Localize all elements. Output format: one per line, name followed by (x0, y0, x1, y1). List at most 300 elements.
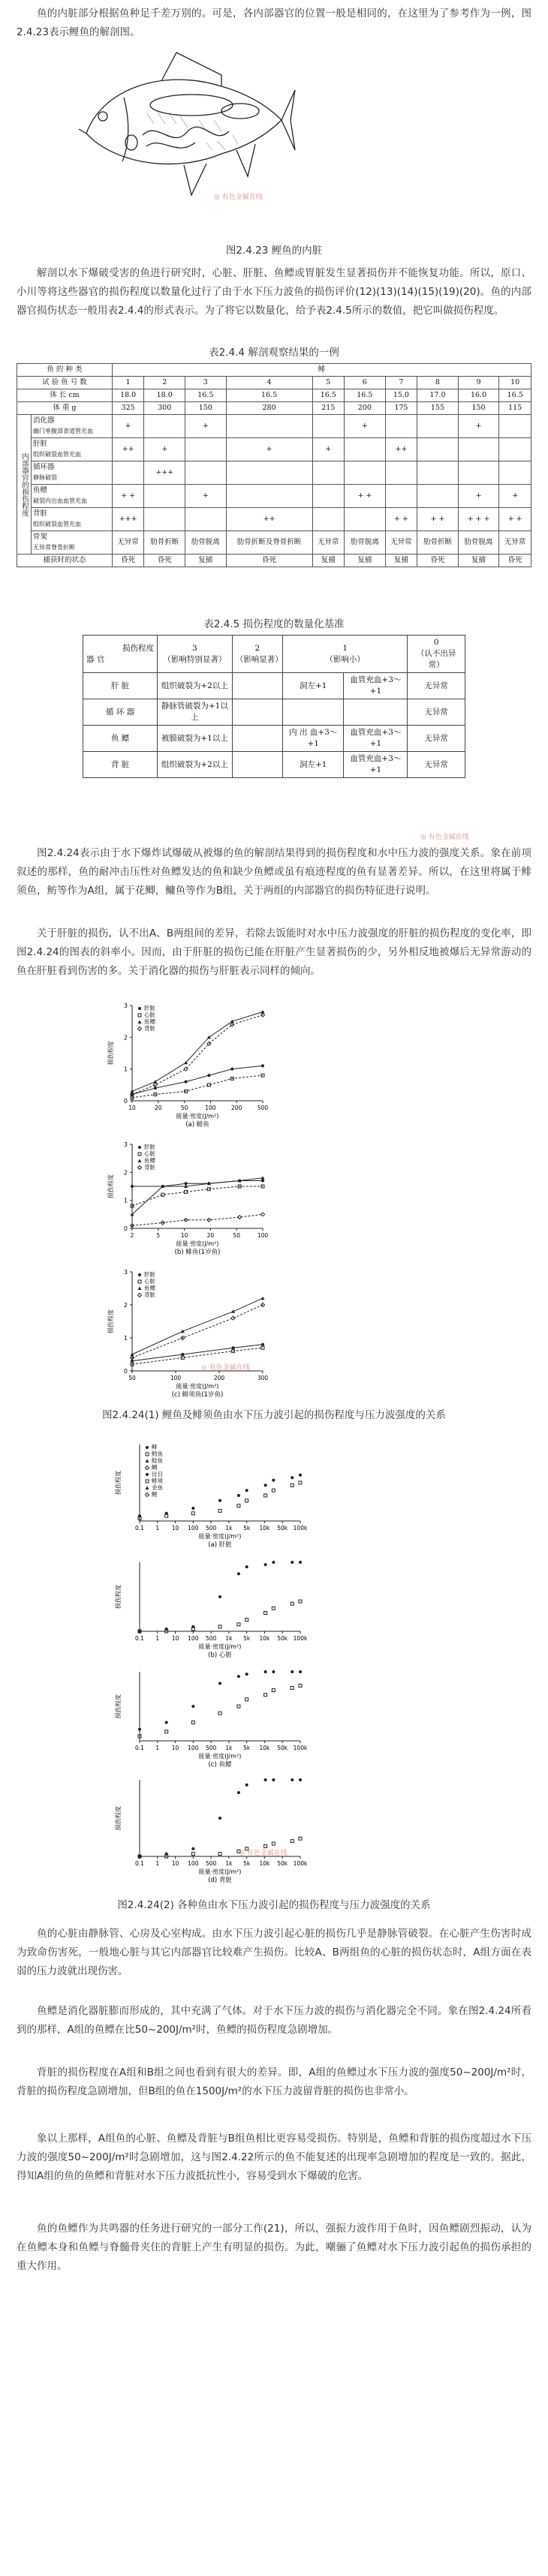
organ-damage-cell: + (458, 485, 499, 508)
data-point (272, 1561, 275, 1564)
x-tick-label: 500 (205, 1745, 217, 1751)
organ-damage-cell: + + (345, 485, 386, 508)
col-head-1: 1 （影响小） (283, 636, 408, 673)
data-point (291, 1670, 294, 1673)
x-tick-label: 100 (188, 1525, 199, 1531)
series-line (132, 1066, 263, 1094)
data-point (261, 1297, 265, 1300)
data-point (218, 1712, 221, 1715)
data-point (264, 1670, 267, 1673)
legend-label: 心脏 (144, 1278, 155, 1285)
capture-state-cell: 昏死 (144, 555, 185, 567)
quantification-row (83, 752, 465, 778)
data-point (237, 1572, 240, 1575)
data-point (191, 1507, 194, 1510)
x-tick-label: 1k (225, 1860, 233, 1867)
x-tick-label: 1k (225, 1745, 233, 1751)
fish-kind-label: 鱼 的 种 类 (17, 364, 113, 377)
legend-label: 肝脏 (144, 1005, 155, 1011)
capture-state-cell: 昏死 (112, 555, 144, 567)
capture-state-cell: 复捕 (345, 555, 386, 567)
length-label: 体 长 cm (17, 389, 113, 402)
chart-e (113, 1555, 308, 1660)
data-point (218, 1509, 221, 1512)
fish-number: 3 (185, 377, 227, 389)
paragraph-damage-evaluation (17, 264, 531, 320)
data-point (218, 1595, 221, 1598)
x-axis-label: 能量·密度(J/m²) (198, 1868, 242, 1875)
organ-damage-cell (417, 415, 459, 438)
x-tick-label: 300 (257, 1375, 269, 1381)
data-point (230, 1068, 233, 1071)
quantification-cell-c1 (283, 699, 344, 726)
x-axis-label: 能量·密度(J/m²) (198, 1753, 242, 1760)
data-point (131, 1185, 134, 1188)
organ-rows (17, 415, 531, 555)
data-point (231, 1316, 235, 1320)
quantification-cell-c1b: 血管充血+3～+1 (344, 752, 408, 778)
legend-label: 比目 (152, 1471, 163, 1477)
series-line (132, 1181, 263, 1186)
x-tick-label: 0.1 (135, 1745, 144, 1751)
x-tick-label: 2 (130, 1232, 134, 1239)
y-axis-label: 损伤程度 (115, 1806, 122, 1830)
y-tick-label: 3 (123, 1002, 128, 1009)
length-cell: 16.0 (458, 389, 499, 402)
quantification-cell-c2 (232, 752, 282, 778)
organ-damage-cell: 无异常 (112, 531, 144, 555)
data-point (245, 1499, 248, 1502)
organ-damage-cell (185, 508, 227, 531)
organ-damage-cell: + + (385, 508, 417, 531)
y-tick-label: 1 (123, 1335, 128, 1342)
organ-damage-cell (417, 461, 459, 485)
organ-damage-cell (499, 415, 531, 438)
organ-damage-cell: ++ (112, 438, 144, 461)
organ-damage-cell (112, 461, 144, 485)
x-tick-label: 20 (206, 1232, 215, 1239)
fish-number: 9 (458, 377, 499, 389)
chart-title: (d) 背脏 (208, 1877, 232, 1884)
chart-g (113, 1772, 308, 1885)
data-point (264, 1694, 267, 1697)
legend-label: 心脏 (144, 1011, 155, 1018)
legend-marker (146, 1493, 149, 1497)
legend-marker (146, 1486, 149, 1490)
data-point (153, 1083, 157, 1087)
table-2-4-5-caption: 表2.4.5 损伤程度的数量化基准 (203, 618, 345, 630)
y-axis-label: 损伤程度 (107, 1309, 114, 1333)
organ-damage-cell: + (185, 485, 227, 508)
x-axis-label: 能量·密度(J/m²) (176, 1383, 219, 1390)
data-point (264, 1844, 267, 1847)
corner-top: 损伤程度 (122, 643, 154, 653)
weight-cell: 280 (226, 402, 312, 415)
y-axis-label: 损伤程度 (115, 1585, 122, 1609)
quantification-cell-c1b: 血管充血+3～+1 (344, 673, 408, 699)
quantification-cell-c2 (232, 673, 282, 699)
organ-damage-cell: 肋骨脱离 (345, 531, 386, 555)
x-tick-label: 50 (233, 1232, 240, 1239)
organ-row (17, 531, 531, 555)
legend-label: 鲶鱼 (152, 1457, 163, 1464)
data-point (218, 1682, 221, 1685)
fish-number: 4 (226, 377, 312, 389)
paragraph-damage-evaluation-text: 解剖以水下爆破受害的鱼进行研究时，心脏、肝脏、鱼鳔或胃脏发生显著损伤并不能恢复功能。所以，原口、小川等将这些器官的损伤程度以数量化过行了由于水下压力波鱼的损伤评价(12)(13)(14)(15)(19)(20)。鱼的内部器官损伤状态一般用表2.4.4的形式表示。为了将它以数量化，给予表2.4.5所示的数值，把它叫做损伤程度。 (17, 267, 531, 317)
organ-group-label: 内部器官的损伤程度 (17, 415, 32, 555)
x-tick-label: 0.1 (135, 1525, 144, 1531)
x-tick-label: 200 (231, 1105, 242, 1111)
length-cell: 16.5 (345, 389, 386, 402)
length-cell: 17.0 (417, 389, 459, 402)
col-head-2: 2 （影响显著） (232, 636, 282, 673)
data-point (237, 1494, 240, 1497)
table-watermark-text: ◎ 有色金属在线 (420, 834, 469, 841)
y-tick-label: 2 (123, 1034, 128, 1042)
organ-damage-cell (312, 415, 345, 438)
weight-cell: 300 (144, 402, 185, 415)
data-point (261, 1064, 264, 1067)
organ-damage-cell (345, 438, 386, 461)
data-point (181, 1353, 184, 1356)
chart-d (113, 1437, 308, 1550)
quantification-row (83, 673, 465, 699)
x-tick-label: 500 (205, 1525, 217, 1531)
legend-marker (138, 1287, 142, 1291)
legend-label: 鲤 (152, 1491, 158, 1498)
data-point (291, 1476, 294, 1479)
quantification-cell-c0: 无异常 (408, 673, 465, 699)
data-point (272, 1689, 275, 1692)
data-point (291, 1561, 294, 1564)
data-point (264, 1611, 267, 1614)
x-axis-label: 能量·密度(J/m²) (176, 1113, 219, 1120)
y-axis-label: 损伤程度 (107, 1041, 114, 1066)
x-tick-label: 50k (277, 1860, 288, 1867)
legend-marker (138, 1146, 141, 1149)
series-line (132, 1305, 263, 1357)
chart-c (105, 1264, 270, 1399)
data-point (261, 1343, 264, 1346)
organ-damage-cell: + + + (458, 508, 499, 531)
organ-damage-cell: + (345, 415, 386, 438)
x-tick-label: 5k (243, 1860, 251, 1867)
organ-row (17, 415, 531, 438)
x-tick-label: 50k (277, 1525, 288, 1531)
organ-name: 循环器 静脉破裂 (32, 461, 113, 485)
y-tick-label: 0 (123, 1098, 128, 1105)
watermark-text: ◎ 有色金属在线 (214, 194, 263, 201)
legend-label: 鱼鳔 (144, 1285, 155, 1291)
organ-damage-cell: 无异常 (499, 531, 531, 555)
organ-damage-cell: 肋骨脱离 (185, 531, 227, 555)
data-point (299, 1670, 302, 1673)
legend-marker (138, 1280, 141, 1283)
data-point (264, 1483, 267, 1486)
x-tick-label: 500 (205, 1860, 217, 1867)
fish-kind-value: 鲱 (112, 364, 531, 377)
data-point (299, 1684, 302, 1687)
organ-damage-cell (185, 438, 227, 461)
series-line (132, 1298, 263, 1354)
paragraph-swim-bladder: 鱼鳔是消化器脏膨而形成的，其中充满了气体。对于水下压力波的损伤与消化器完全不同。象在图2.4.24所看到的那样，A组的鱼鳔在比50~200J/m²时，鱼鳔的损伤程度急剧增加。 (17, 2005, 531, 2036)
x-tick-label: 10k (259, 1745, 270, 1751)
figure-2-4-23-caption: 图2.4.23 鲤鱼的内脏 (225, 245, 323, 257)
x-tick-label: 5k (243, 1745, 251, 1751)
organ-damage-cell (144, 415, 185, 438)
x-tick-label: 10 (128, 1105, 136, 1111)
quantification-cell-c3: 组织破裂为+2以上 (158, 752, 233, 778)
data-point (299, 1481, 302, 1484)
data-point (191, 1853, 194, 1856)
x-axis-label: 能量·密度(J/m²) (198, 1643, 242, 1650)
x-tick-label: 10 (171, 1525, 179, 1531)
x-tick-label: 0.1 (135, 1860, 144, 1867)
x-tick-label: 100k (293, 1525, 308, 1531)
x-tick-label: 200 (213, 1375, 225, 1381)
data-point (299, 1474, 302, 1477)
legend-marker (146, 1459, 149, 1463)
organ-damage-cell: 肋骨脱离 (458, 531, 499, 555)
data-point (299, 1837, 302, 1840)
x-tick-label: 5k (243, 1525, 251, 1531)
data-point (237, 1675, 240, 1678)
organ-damage-cell: + + (112, 485, 144, 508)
legend-label: 背脏 (144, 1291, 155, 1298)
legend-label: 鱼鳔 (144, 1157, 155, 1164)
x-tick-label: 0.1 (135, 1635, 144, 1642)
legend-label: 背脏 (144, 1164, 155, 1171)
organ-damage-cell: + (499, 485, 531, 508)
corner-header (83, 636, 158, 673)
length-cell: 16.5 (226, 389, 312, 402)
organ-damage-cell (417, 485, 459, 508)
data-point (291, 1483, 294, 1486)
length-cell: 16.5 (499, 389, 531, 402)
capture-state-cell: 复捕 (312, 555, 345, 567)
x-tick-label: 50 (128, 1375, 136, 1381)
organ-damage-cell: +++ (144, 461, 185, 485)
quantification-cell-organ: 肝 脏 (83, 673, 158, 699)
x-tick-label: 50k (277, 1745, 288, 1751)
legend-marker (138, 1153, 141, 1156)
col-head-3: 3 （影响特别显著） (158, 636, 233, 673)
organ-name: 鱼鳔 破裂内出血血管充血 (32, 485, 113, 508)
legend-marker (146, 1446, 149, 1449)
legend-marker (138, 1166, 142, 1170)
chart-title: (b) 鲱鱼(1岁鱼) (174, 1249, 221, 1256)
quantification-row (83, 699, 465, 726)
organ-damage-cell: 无异常 (312, 531, 345, 555)
chart-title: (a) 肝脏 (208, 1541, 232, 1549)
data-point (165, 1721, 168, 1724)
data-point (245, 1673, 248, 1676)
fish-number: 5 (312, 377, 345, 389)
data-point (232, 1346, 235, 1349)
legend-label: 鲱 (152, 1444, 158, 1450)
data-point (299, 1778, 302, 1781)
organ-damage-cell (226, 485, 312, 508)
organ-damage-cell: + (312, 438, 345, 461)
data-point (138, 1855, 141, 1858)
x-tick-label: 50k (277, 1635, 288, 1642)
data-point (264, 1494, 267, 1497)
data-point (291, 1778, 294, 1781)
weight-cell: 155 (417, 402, 459, 415)
organ-row (17, 485, 531, 508)
damage-quantification-table (83, 635, 465, 778)
weight-cell: 200 (345, 402, 386, 415)
chart-f (113, 1664, 308, 1769)
weight-cell: 175 (385, 402, 417, 415)
organ-damage-cell (312, 485, 345, 508)
organ-damage-cell: + (458, 415, 499, 438)
table-2-4-4-caption: 表2.4.4 解剖观察结果的一例 (209, 347, 339, 359)
legend-marker (138, 1159, 142, 1163)
data-point (207, 1036, 211, 1039)
x-tick-label: 100 (188, 1745, 199, 1751)
y-axis-label: 损伤程度 (107, 1174, 114, 1198)
quantification-cell-c3: 被膜破裂为+1以上 (158, 726, 233, 752)
chart-title: (c) 鲱须鱼(1岁鱼) (171, 1391, 224, 1399)
quantification-cell-c3: 组织破裂为+2以上 (158, 673, 233, 699)
quantification-cell-c3: 静脉管破裂为+1以上 (158, 699, 233, 726)
y-tick-label: 2 (123, 1302, 128, 1309)
x-tick-label: 10k (259, 1860, 270, 1867)
organ-damage-cell (312, 461, 345, 485)
chart-title: (b) 心脏 (208, 1652, 232, 1659)
fish-number: 7 (385, 377, 417, 389)
x-tick-label: 5k (243, 1635, 251, 1642)
organ-damage-cell: +++ (112, 508, 144, 531)
organ-damage-cell: 肋骨折断 (144, 531, 185, 555)
quantification-cell-organ: 鱼 鳔 (83, 726, 158, 752)
organ-damage-cell (185, 461, 227, 485)
data-point (272, 1607, 275, 1610)
legend-label: 鱼鳔 (144, 1018, 155, 1025)
chart-watermark: ◎ 有色金属在线 (239, 1850, 288, 1857)
paragraph-fig-2-4-24-intro: 图2.4.24表示由于水下爆炸试爆破从被爆的鱼的解剖结果得到的损伤程度和水中压力波的强度关系。象在前项叙述的那样，鱼的耐冲击压性对鱼鳔发达的鱼和缺少鱼鳔或虽有痕迹程度的鱼有显著差异。所以，在这里将属于鲱须鱼，鲂等作为A组，属于花鲫，鳙鱼等作为B组，关于两组的内部器官的损伤特征进行说明。 (17, 847, 531, 897)
figure-2-4-24-1-caption: 图2.4.24(1) 鲤鱼及鲱须鱼由水下压力波引起的损伤程度与压力波强度的关系 (102, 1409, 446, 1421)
paragraph-liver-damage: 关于肝脏的损伤，认不出A、B两组间的差异，若除去饭能时对水中压力波强度的肝脏的损伤程度的变化率，即图2.4.24的图表的斜率小。因而，由于肝脏的损伤已能在肝脏产生显著损伤的少，另外相反地被爆后无异常游动的鱼在肝脏看到伤害的多。关于消化器的损伤与肝脏表示同样的倾向。 (17, 927, 531, 977)
organ-damage-cell: + (112, 415, 144, 438)
data-point (272, 1489, 275, 1492)
data-point (272, 1479, 275, 1482)
x-tick-label: 100 (170, 1375, 182, 1381)
x-tick-label: 10 (171, 1860, 179, 1867)
quantification-cell-c1: 内 出 血+3～+1 (283, 726, 344, 752)
data-point (291, 1686, 294, 1689)
quantification-cell-c0: 无异常 (408, 726, 465, 752)
x-tick-label: 50 (180, 1105, 188, 1111)
organ-damage-cell: ++ (385, 438, 417, 461)
fish-number: 6 (345, 377, 386, 389)
col-head-0: 0 （认不出异常） (408, 636, 465, 673)
weight-cell: 150 (185, 402, 227, 415)
x-tick-label: 100k (293, 1745, 308, 1751)
organ-damage-cell (458, 438, 499, 461)
data-point (291, 1602, 294, 1605)
carp-anatomy-figure (71, 45, 297, 206)
data-point (261, 1213, 265, 1216)
organ-damage-cell (499, 438, 531, 461)
organ-damage-cell: + (226, 438, 312, 461)
data-point (237, 1504, 240, 1507)
fish-number: 8 (417, 377, 459, 389)
quantification-cell-c1b: 血管充血+3～+1 (344, 726, 408, 752)
data-point (237, 1791, 240, 1794)
x-axis-label: 能量·密度(J/m²) (176, 1240, 219, 1247)
data-point (191, 1705, 194, 1708)
organ-damage-cell (345, 508, 386, 531)
x-tick-label: 500 (205, 1635, 217, 1642)
length-cell: 18.0 (144, 389, 185, 402)
data-point (245, 1565, 248, 1568)
y-tick-label: 3 (123, 1269, 128, 1276)
x-tick-label: 500 (257, 1105, 269, 1111)
organ-damage-cell (499, 461, 531, 485)
chart-title: (a) 鲱鱼 (185, 1121, 209, 1129)
legend-label: 金鱼 (152, 1484, 163, 1491)
quantification-cell-c1: 洞左+1 (283, 673, 344, 699)
y-tick-label: 1 (123, 1066, 128, 1073)
organ-damage-cell: 肋骨折断 (417, 531, 459, 555)
legend-label: 肝脏 (144, 1271, 155, 1278)
x-tick-label: 100 (257, 1232, 269, 1239)
organ-damage-cell (385, 415, 417, 438)
x-tick-label: 10 (171, 1745, 179, 1751)
weight-label: 体 重 g (17, 402, 113, 415)
x-axis-label: 能量·密度(J/m²) (198, 1533, 242, 1540)
x-tick-label: 1k (225, 1635, 233, 1642)
series-line (132, 1214, 263, 1225)
legend-marker (138, 1020, 142, 1024)
paragraph-heart: 鱼的心脏由静脉管、心房及心室构成。由水下压力波引起心脏的损伤几乎是静脉管破裂。在心脏产生伤害时成为致命伤害死，一般地心脏与其它内部器官比较难产生损伤。比较A、B两组鱼的心脏的损伤状态时，A组方面在表弱的压力波就出现伤害。 (17, 1928, 531, 1977)
y-tick-label: 1 (123, 1197, 128, 1204)
length-cell: 18.0 (112, 389, 144, 402)
organ-name: 肝脏 组织破裂血管充血 (32, 438, 113, 461)
organ-damage-cell (458, 461, 499, 485)
organ-damage-cell (226, 415, 312, 438)
organ-damage-cell (385, 461, 417, 485)
paragraph-summary: 象以上那样，A组鱼的心脏、鱼鳔及背脏与B组鱼相比更容易受损伤。特别是，鱼鳔和背脏的损伤度超过水下压力波的强度50~200J/m²时急剧增加，这与图2.4.22所示的鱼不能复述的出现率急剧增加的程度是一致的。据此，得知A组的鱼的鱼鳔和背脏对水下压力波抵抗性小，容易受到水下爆破的危害。 (17, 2133, 531, 2182)
capture-state-cell: 复捕 (458, 555, 499, 567)
length-cell: 16.5 (312, 389, 345, 402)
quantification-cell-c0: 无异常 (408, 699, 465, 726)
capture-state-cell: 昏死 (499, 555, 531, 567)
chart-a (105, 998, 270, 1129)
x-tick-label: 10k (259, 1635, 270, 1642)
organ-damage-cell: + + (417, 508, 459, 531)
x-tick-label: 1 (155, 1860, 160, 1867)
organ-name: 骨架 无异常脊骨折断 (32, 531, 113, 555)
organ-name: 消化器 幽门垂腹部食道管充血 (32, 415, 113, 438)
data-point (237, 1623, 240, 1626)
quantification-row (83, 726, 465, 752)
intro-paragraph: 鱼的内脏部分根据鱼种足千差万别的。可是，各内部器官的位置一般是相同的，在这里为了参考作为一例，图2.4.23表示鲤鱼的解剖图。 (17, 8, 531, 38)
organ-damage-cell: 肋骨折断及脊骨折断 (226, 531, 312, 555)
weight-cell: 325 (112, 402, 144, 415)
paragraph-resonator: 鱼的鱼鳔作为共鸣器的任务进行研究的一部分工作(21)，所以，强振力波作用于鱼时，因鱼鳔剧烈振动，认为在鱼鳔本身和鱼鳔与脊髓骨夹住的背脏上产生有明显的损伤。为此，嘲骊了鱼鳔对水下压力波引起鱼的损伤承担的重大作用。 (17, 2223, 531, 2272)
legend-marker (138, 1014, 141, 1017)
data-point (218, 1499, 221, 1502)
fish-number: 1 (112, 377, 144, 389)
organ-row (17, 438, 531, 461)
legend-label: 心脏 (144, 1150, 155, 1157)
weight-cell: 215 (312, 402, 345, 415)
legend-marker (146, 1453, 149, 1456)
data-point (299, 1561, 302, 1564)
